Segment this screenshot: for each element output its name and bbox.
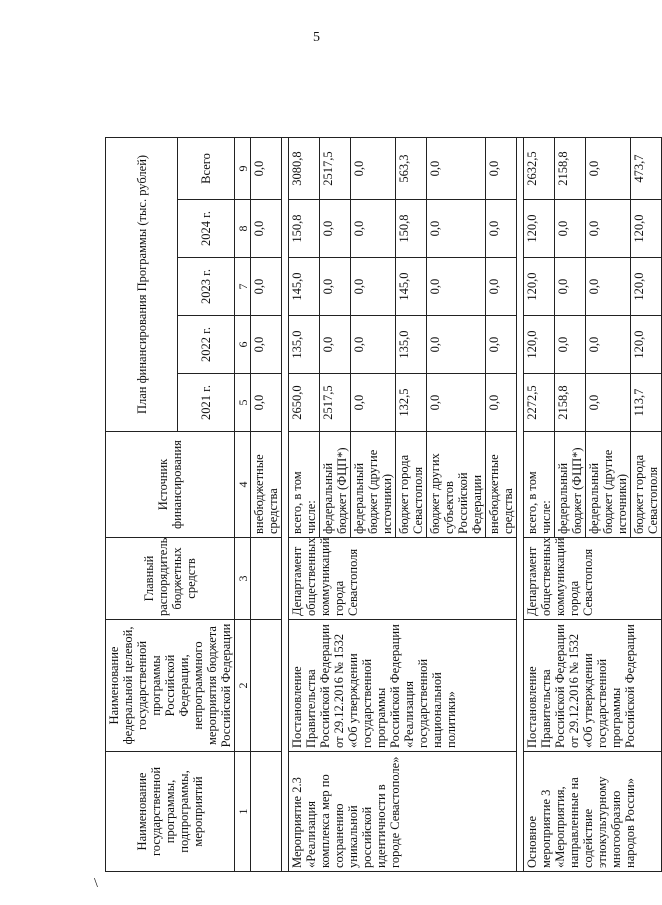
source-cell: федеральный бюджет (ФЦП*) — [555, 432, 586, 538]
budget-manager: Департамент общественных коммуникаций города Севастополя — [289, 538, 517, 620]
value-cell: 0,0 — [486, 137, 517, 199]
value-cell: 120,0 — [524, 258, 555, 316]
rotated-table-area — [105, 62, 660, 872]
source-cell: внебюджетные средства — [486, 432, 517, 538]
source-cell: бюджет других субъектов Российской Федерации — [427, 432, 486, 538]
value-cell: 0,0 — [486, 374, 517, 432]
page-number: 5 — [313, 30, 320, 45]
cell-empty — [251, 752, 282, 872]
value-cell: 120,0 — [631, 258, 662, 316]
colnum: 9 — [235, 137, 251, 199]
source-cell: бюджет города Севастополя — [631, 432, 662, 538]
header-2023: 2023 г. — [178, 258, 235, 316]
budget-manager: Департамент общественных коммуникаций города Севастополя — [524, 538, 662, 620]
program-name: Постановление Правительства Российской Федерации от 29.12.2016 № 1532 «Об утверждении государственной программы Российской Федерации — [524, 620, 662, 752]
cell-empty — [251, 620, 282, 752]
value-cell: 0,0 — [351, 374, 396, 432]
value-cell: 0,0 — [555, 258, 586, 316]
margin-cell — [289, 61, 320, 137]
margin-cell — [251, 61, 282, 137]
source-cell: бюджет города Севастополя — [396, 432, 427, 538]
colnum: 8 — [235, 200, 251, 258]
table-row — [289, 61, 320, 871]
value-cell: 0,0 — [351, 316, 396, 374]
financing-table — [105, 61, 662, 872]
margin-cell — [486, 61, 517, 137]
source-cell: федеральный бюджет (другие источники) — [351, 432, 396, 538]
value-cell: 0,0 — [427, 258, 486, 316]
activity-name: Основное мероприятие 3 «Мероприятия, направленные на содействие этнокультурному многообразию народов России» — [524, 752, 662, 872]
value-cell: 150,8 — [289, 200, 320, 258]
value-cell: 135,0 — [289, 316, 320, 374]
table-row — [524, 61, 555, 871]
rotated-table-wrapper — [105, 62, 660, 872]
value-cell: 0,0 — [351, 137, 396, 199]
value-cell: 120,0 — [524, 316, 555, 374]
activity-name: Мероприятие 2.3 «Реализация комплекса мер по сохранению уникальной российской идентичности в городе Севастополе» — [289, 752, 517, 872]
value-cell: 2158,8 — [555, 137, 586, 199]
header-total: Всего — [178, 137, 235, 199]
value-cell: 0,0 — [486, 200, 517, 258]
value-cell: 0,0 — [251, 258, 282, 316]
value-cell: 145,0 — [289, 258, 320, 316]
table-row — [251, 61, 282, 871]
colnum: 7 — [235, 258, 251, 316]
colnum: 3 — [235, 538, 251, 620]
source-cell: внебюджетные средства — [251, 432, 282, 538]
separator-row — [282, 61, 289, 871]
header-2024: 2024 г. — [178, 200, 235, 258]
header-plan: План финансирования Программы (тыс. рублей) — [106, 137, 178, 431]
value-cell: 0,0 — [427, 137, 486, 199]
value-cell: 0,0 — [427, 374, 486, 432]
value-cell: 2650,0 — [289, 374, 320, 432]
header-2021: 2021 г. — [178, 374, 235, 432]
source-cell: федеральный бюджет (ФЦП*) — [320, 432, 351, 538]
colnum: 5 — [235, 374, 251, 432]
value-cell: 120,0 — [631, 200, 662, 258]
source-cell: всего, в том числе: — [289, 432, 320, 538]
value-cell: 0,0 — [486, 316, 517, 374]
colnum: 1 — [235, 752, 251, 872]
margin-cell — [524, 61, 555, 137]
value-cell: 0,0 — [320, 258, 351, 316]
value-cell: 2517,5 — [320, 137, 351, 199]
value-cell: 0,0 — [586, 258, 631, 316]
column-number-row — [235, 61, 251, 871]
header-col3: Главный распорядитель бюджетных средств — [106, 538, 235, 620]
value-cell: 2158,8 — [555, 374, 586, 432]
value-cell: 563,3 — [396, 137, 427, 199]
source-cell: всего, в том числе: — [524, 432, 555, 538]
value-cell: 0,0 — [251, 374, 282, 432]
separator-row — [517, 61, 524, 871]
value-cell: 2272,5 — [524, 374, 555, 432]
value-cell: 473,7 — [631, 137, 662, 199]
header-2022: 2022 г. — [178, 316, 235, 374]
value-cell: 113,7 — [631, 374, 662, 432]
value-cell: 0,0 — [586, 137, 631, 199]
value-cell: 0,0 — [555, 200, 586, 258]
cell-empty — [251, 538, 282, 620]
value-cell: 0,0 — [351, 200, 396, 258]
value-cell: 3080,8 — [289, 137, 320, 199]
value-cell: 0,0 — [586, 316, 631, 374]
header-col2: Наименование федеральной целевой, государственной программы Российской Федерации, непрограммного мероприятия бюджета Российской Федерации — [106, 620, 235, 752]
value-cell: 145,0 — [396, 258, 427, 316]
value-cell: 2632,5 — [524, 137, 555, 199]
margin-mark: \ — [94, 876, 98, 891]
margin-cell — [631, 61, 662, 137]
colnum: 6 — [235, 316, 251, 374]
value-cell: 135,0 — [396, 316, 427, 374]
margin-cell — [555, 61, 586, 137]
value-cell: 150,8 — [396, 200, 427, 258]
header-row-1 — [106, 61, 178, 871]
value-cell: 0,0 — [586, 374, 631, 432]
blank-margin-col — [106, 61, 251, 137]
value-cell: 0,0 — [351, 258, 396, 316]
value-cell: 0,0 — [586, 200, 631, 258]
value-cell: 0,0 — [427, 200, 486, 258]
margin-cell — [320, 61, 351, 137]
value-cell: 0,0 — [427, 316, 486, 374]
margin-cell — [586, 61, 631, 137]
program-name: Постановление Правительства Российской Федерации от 29.12.2016 № 1532 «Об утверждении государственной программы Российской Федерации «Реализация государственной национальной политики» — [289, 620, 517, 752]
colnum: 4 — [235, 432, 251, 538]
colnum: 2 — [235, 620, 251, 752]
header-col1: Наименование государственной программы, подпрограммы, мероприятий — [106, 752, 235, 872]
value-cell: 2517,5 — [320, 374, 351, 432]
value-cell: 0,0 — [251, 137, 282, 199]
value-cell: 0,0 — [320, 200, 351, 258]
value-cell: 0,0 — [251, 200, 282, 258]
value-cell: 0,0 — [486, 258, 517, 316]
header-col4: Источник финансирования — [106, 432, 235, 538]
margin-cell — [351, 61, 396, 137]
value-cell: 0,0 — [320, 316, 351, 374]
source-cell: федеральный бюджет (другие источники) — [586, 432, 631, 538]
margin-cell — [427, 61, 486, 137]
value-cell: 0,0 — [555, 316, 586, 374]
value-cell: 120,0 — [524, 200, 555, 258]
value-cell: 120,0 — [631, 316, 662, 374]
value-cell: 132,5 — [396, 374, 427, 432]
margin-cell — [396, 61, 427, 137]
value-cell: 0,0 — [251, 316, 282, 374]
